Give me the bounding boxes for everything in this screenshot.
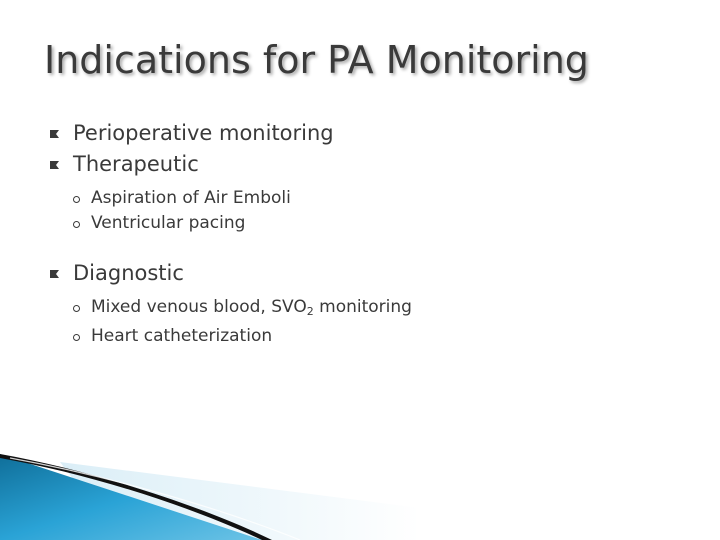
subbullet-label: Aspiration of Air Emboli bbox=[91, 188, 291, 208]
subbullet-label: Ventricular pacing bbox=[91, 213, 246, 233]
subbullet-label-tail: monitoring bbox=[313, 297, 412, 317]
subbullet-label-main: Mixed venous blood, SVO bbox=[91, 297, 307, 317]
subscript-2: 2 bbox=[306, 305, 314, 318]
bullet-label: Perioperative monitoring bbox=[73, 121, 334, 145]
bullet-label: Diagnostic bbox=[73, 261, 184, 285]
subbullet-label: Heart catheterization bbox=[91, 326, 273, 346]
bullet-label: Therapeutic bbox=[73, 152, 199, 176]
slide-title: Indications for PA Monitoring bbox=[44, 38, 589, 82]
